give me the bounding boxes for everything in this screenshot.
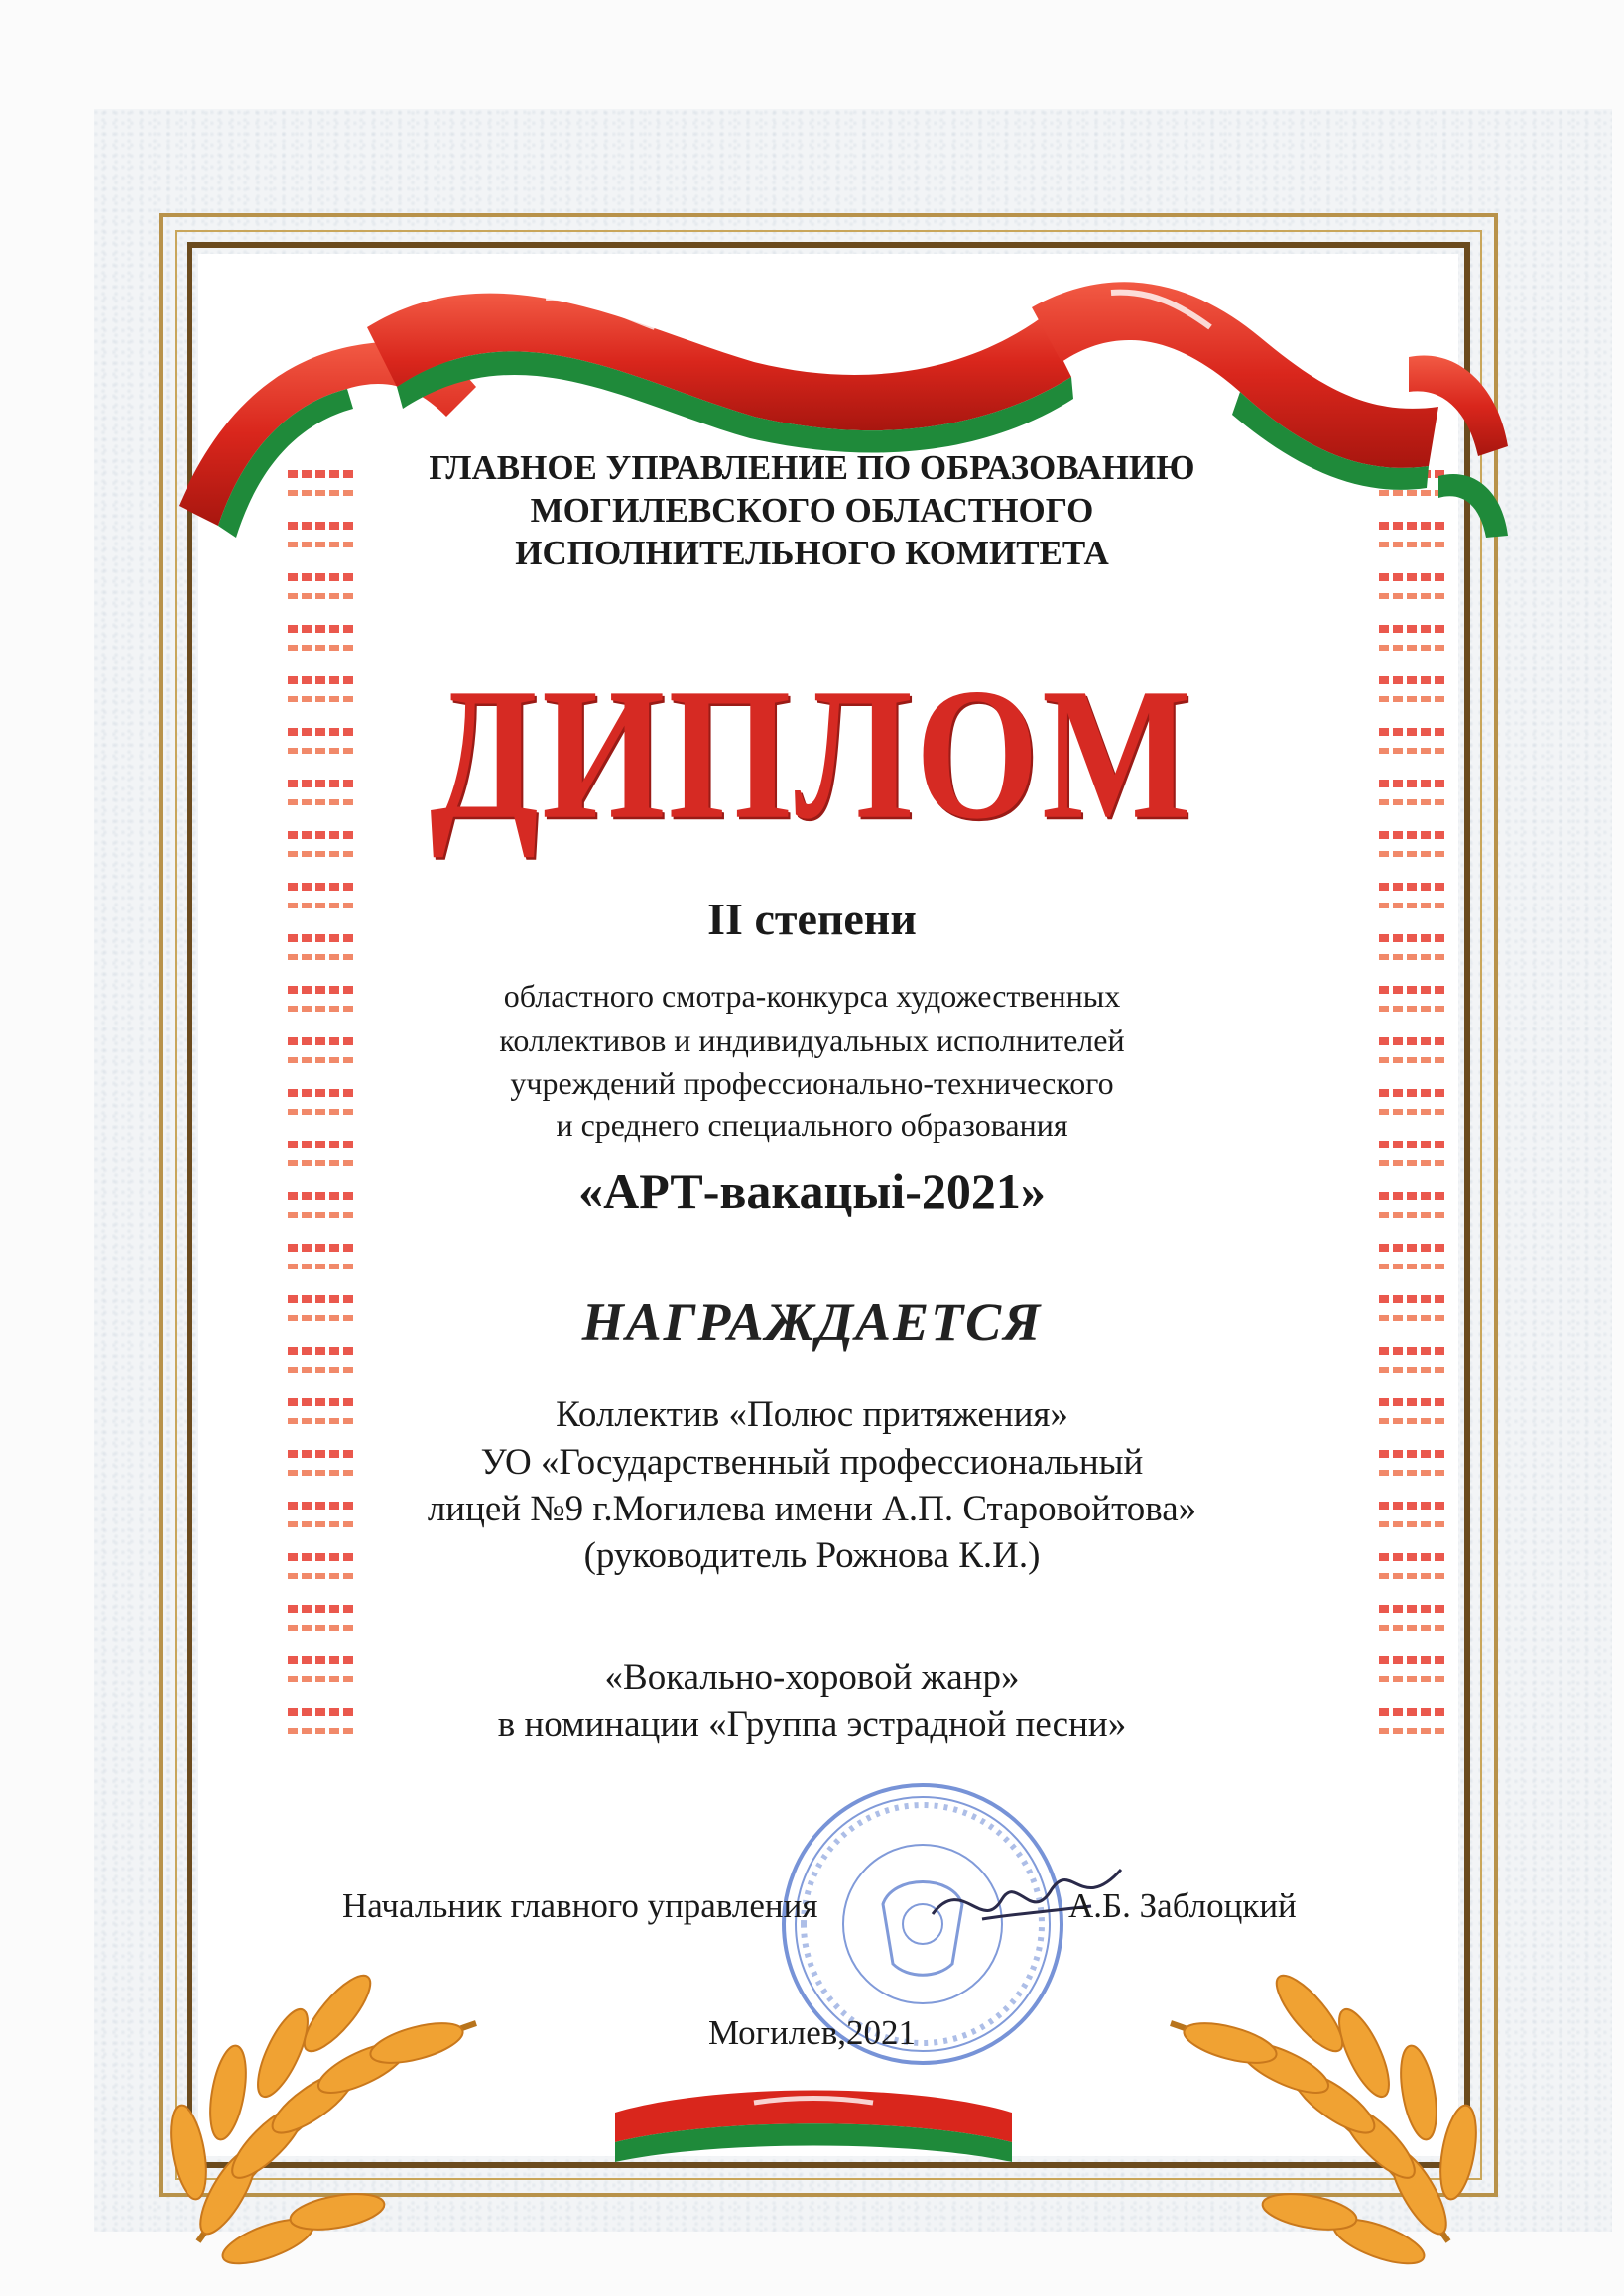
issuer-line-3: ИСПОЛНИТЕЛЬНОГО КОМИТЕТА — [515, 534, 1109, 572]
event-name: «АРТ-вакацыі-2021» — [578, 1163, 1046, 1219]
laurel-left — [119, 1726, 675, 2281]
genre-line-1: «Вокально-хоровой жанр» — [604, 1657, 1020, 1698]
description-line-4: и среднего специального образования — [556, 1107, 1068, 1143]
recipient-line-1: Коллектив «Полюс притяжения» — [556, 1394, 1068, 1435]
flag-ribbon-bottom — [595, 2073, 1032, 2182]
signatory-position: Начальник главного управления — [342, 1886, 818, 1925]
signatory-name: А.Б. Заблоцкий — [1068, 1886, 1297, 1925]
description-line-3: учреждений профессионально-технического — [510, 1065, 1114, 1101]
recipient-line-4: (руководитель Рожнова К.И.) — [583, 1535, 1041, 1576]
issuer-line-1: ГЛАВНОЕ УПРАВЛЕНИЕ ПО ОБРАЗОВАНИЮ — [429, 448, 1195, 487]
diploma-degree: II степени — [707, 894, 917, 944]
award-label: НАГРАЖДАЕТСЯ — [581, 1292, 1043, 1352]
description-line-2: коллективов и индивидуальных исполнителей — [499, 1023, 1125, 1058]
genre-line-2: в номинации «Группа эстрадной песни» — [497, 1704, 1127, 1745]
issuer-line-2: МОГИЛЕВСКОГО ОБЛАСТНОГО — [530, 491, 1094, 530]
description-line-1: областного смотра-конкурса художественных — [503, 978, 1121, 1014]
recipient-line-2: УО «Государственный профессиональный — [480, 1442, 1144, 1483]
place-and-year: Могилев,2021 — [707, 2013, 917, 2052]
diploma-title: ДИПЛОМ — [430, 650, 1194, 858]
recipient-line-3: лицей №9 г.Могилева имени А.П. Старовойтова» — [427, 1489, 1197, 1529]
